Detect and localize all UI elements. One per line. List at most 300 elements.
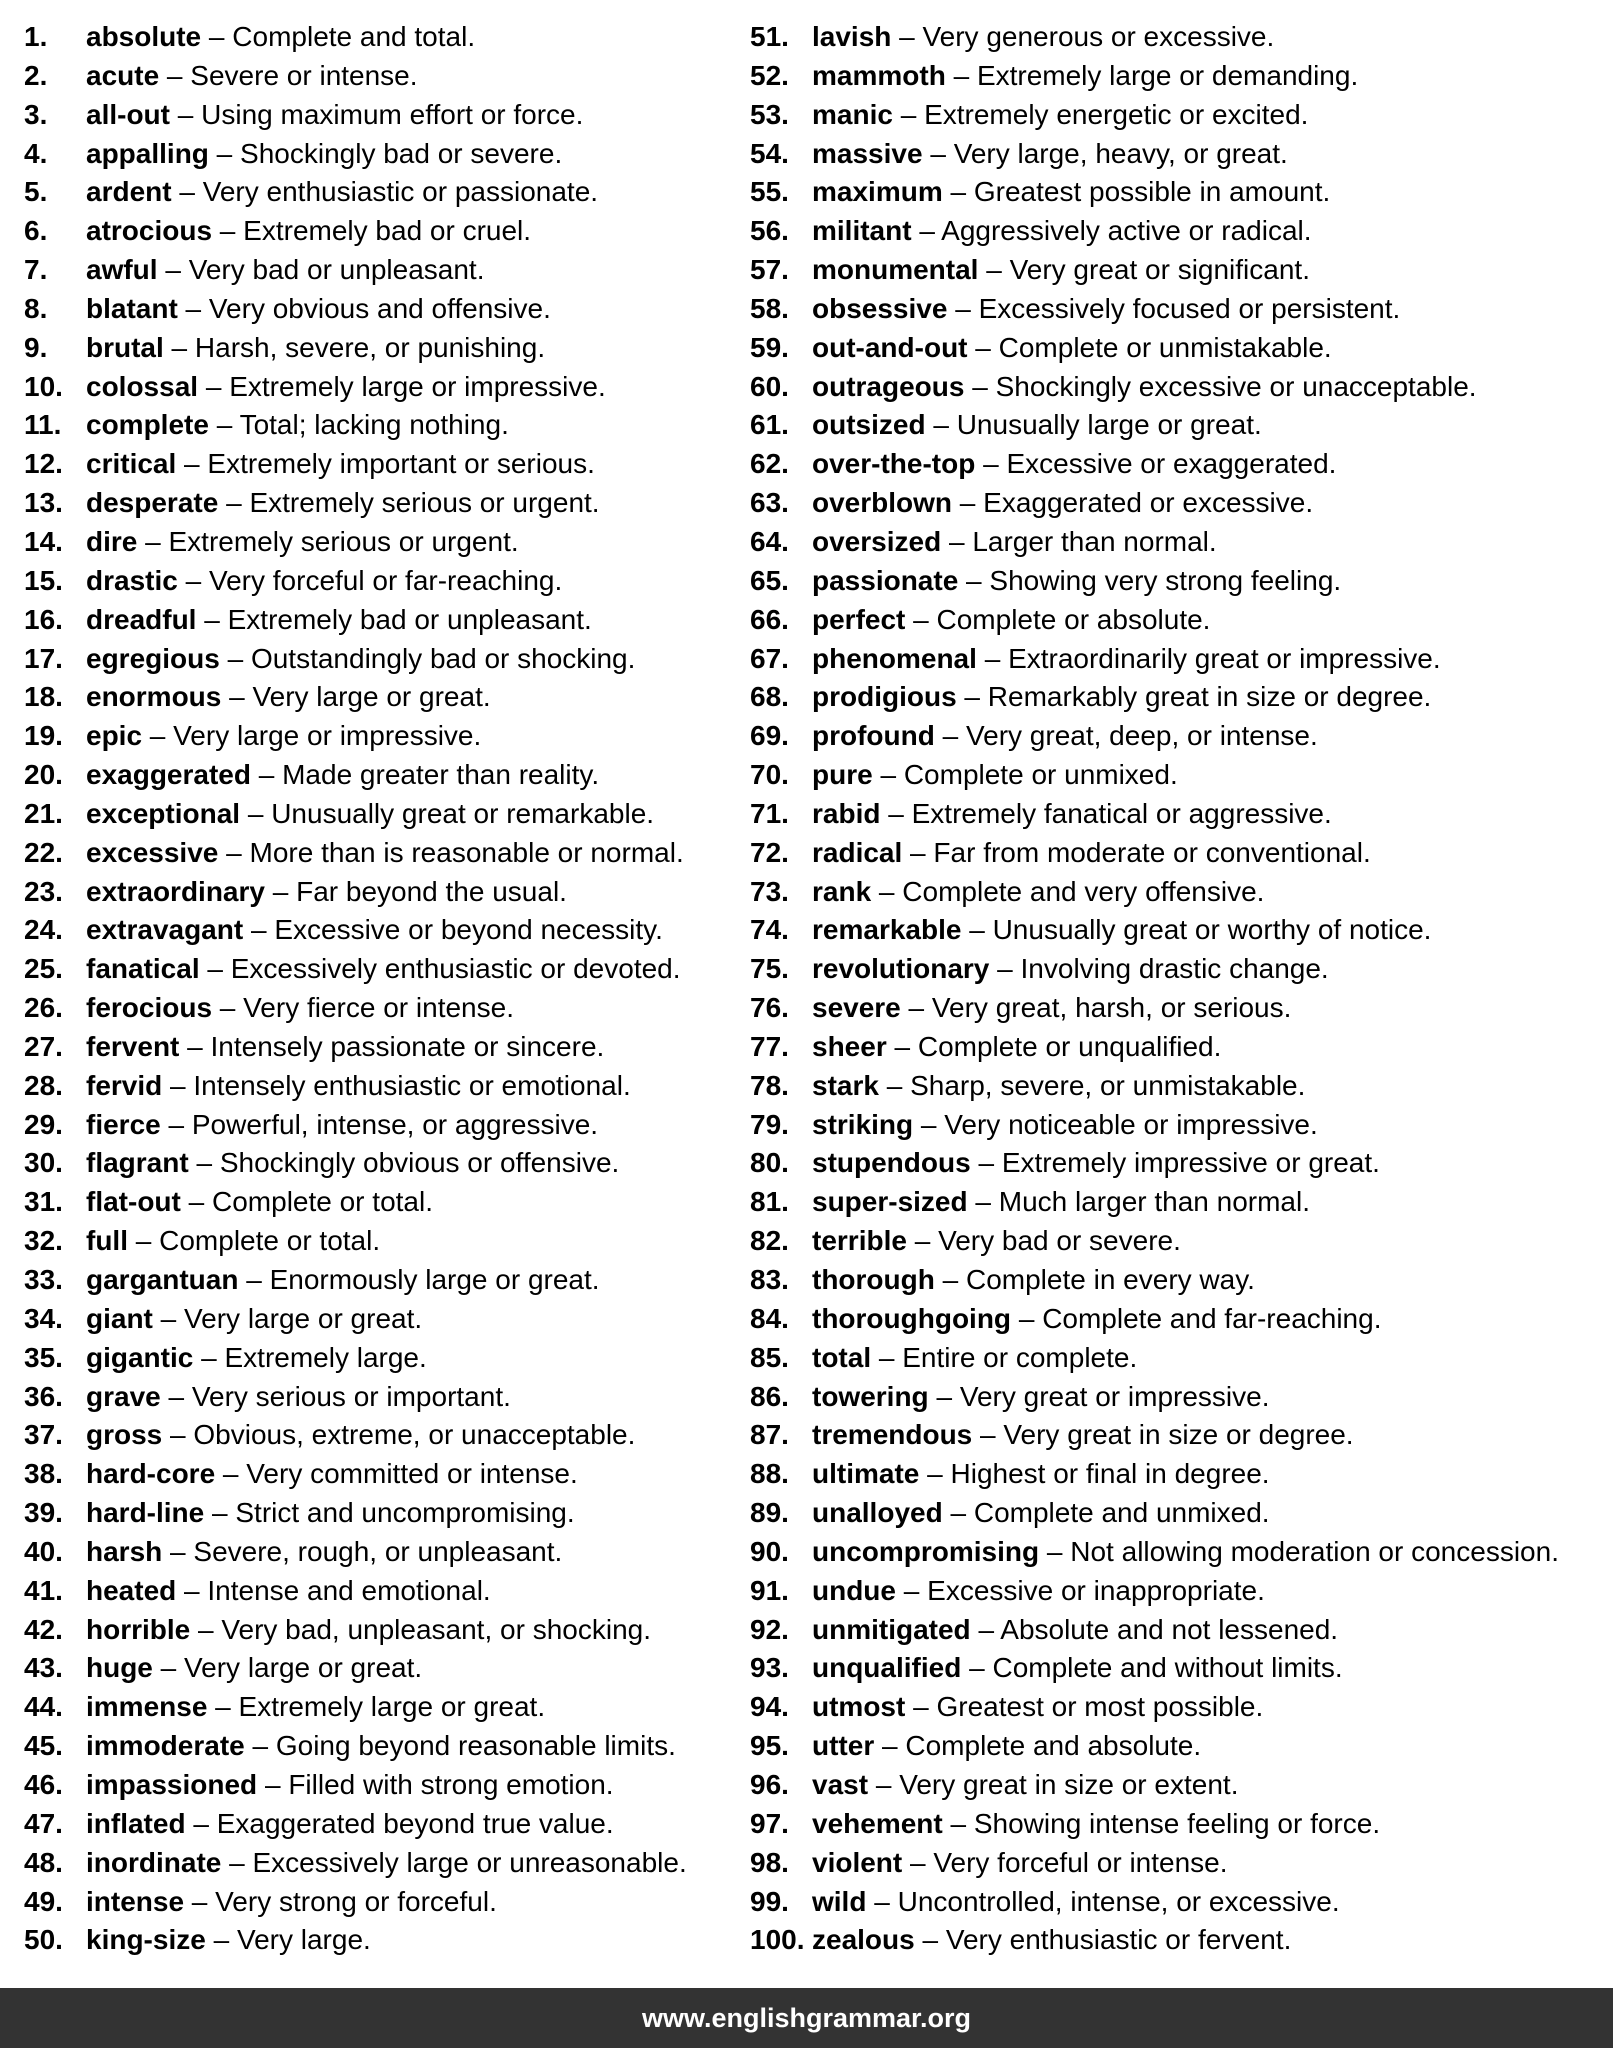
item-word: thoroughgoing xyxy=(812,1302,1012,1334)
list-item xyxy=(24,989,724,1028)
list-item xyxy=(24,1144,724,1183)
item-number: 72. xyxy=(750,836,789,868)
item-number: 35. xyxy=(24,1341,63,1373)
list-item xyxy=(750,1611,1600,1650)
item-word: rank xyxy=(812,875,872,907)
item-word: profound xyxy=(812,720,935,752)
item-definition: Very committed or intense. xyxy=(246,1458,578,1490)
list-item xyxy=(750,1339,1600,1378)
item-word: outrageous xyxy=(812,370,965,402)
item-definition: Complete or absolute. xyxy=(936,603,1211,635)
item-definition: Very large or great. xyxy=(252,681,491,713)
item-word: blatant xyxy=(86,292,178,324)
item-word: stupendous xyxy=(812,1147,971,1179)
list-item xyxy=(24,1572,724,1611)
item-word: pure xyxy=(812,759,873,791)
item-number: 1. xyxy=(24,21,48,52)
item-definition: Greatest possible in amount. xyxy=(973,176,1331,208)
list-item xyxy=(750,251,1600,290)
list-item xyxy=(24,1688,724,1727)
item-definition: Very bad, unpleasant, or shocking. xyxy=(221,1613,651,1645)
item-word: fierce xyxy=(86,1108,161,1140)
item-number: 24. xyxy=(24,914,63,946)
item-number: 47. xyxy=(24,1807,63,1839)
item-word: obsessive xyxy=(812,292,948,324)
list-item xyxy=(750,135,1600,174)
item-definition: Very bad or unpleasant. xyxy=(188,254,485,286)
item-number: 58. xyxy=(750,292,789,324)
item-word: acute xyxy=(86,59,160,91)
item-number: 41. xyxy=(24,1574,63,1606)
list-item xyxy=(750,57,1600,96)
item-number: 59. xyxy=(750,331,789,363)
list-item xyxy=(750,484,1600,523)
item-word: prodigious xyxy=(812,681,957,713)
item-number: 54. xyxy=(750,137,789,169)
item-separator: – xyxy=(162,1535,194,1567)
item-word: ultimate xyxy=(812,1458,920,1490)
item-separator: – xyxy=(905,603,937,635)
item-word: super-sized xyxy=(812,1186,968,1218)
item-separator: – xyxy=(193,1341,225,1373)
item-number: 86. xyxy=(750,1380,789,1412)
list-item xyxy=(750,911,1600,950)
list-item xyxy=(750,1844,1600,1883)
list-item xyxy=(24,1727,724,1766)
item-number: 84. xyxy=(750,1302,789,1334)
item-separator: – xyxy=(160,1380,192,1412)
list-item xyxy=(750,717,1600,756)
item-separator: – xyxy=(970,1147,1002,1179)
item-separator: – xyxy=(905,1691,937,1723)
item-definition: Extremely large or demanding. xyxy=(976,59,1359,91)
list-item xyxy=(24,1300,724,1339)
item-number: 11. xyxy=(24,409,62,441)
list-item xyxy=(24,1222,724,1261)
item-number: 37. xyxy=(24,1419,63,1451)
item-definition: Shockingly excessive or unacceptable. xyxy=(995,370,1477,402)
item-word: vehement xyxy=(812,1807,943,1839)
list-item xyxy=(24,1378,724,1417)
list-item xyxy=(24,1921,724,1960)
item-number: 19. xyxy=(24,720,63,752)
item-word: terrible xyxy=(812,1225,907,1257)
item-separator: – xyxy=(866,1885,898,1917)
list-item xyxy=(24,1067,724,1106)
list-item xyxy=(750,795,1600,834)
item-number: 42. xyxy=(24,1613,63,1645)
item-definition: Using maximum effort or force. xyxy=(201,98,584,130)
list-item xyxy=(750,678,1600,717)
item-word: harsh xyxy=(86,1535,163,1567)
item-word: thorough xyxy=(812,1264,935,1295)
list-item xyxy=(750,173,1600,212)
item-definition: Complete and very offensive. xyxy=(902,875,1265,907)
list-item xyxy=(750,329,1600,368)
item-word: excessive xyxy=(86,836,219,868)
item-number: 99. xyxy=(750,1885,789,1917)
list-item xyxy=(24,911,724,950)
item-number: 71. xyxy=(750,797,789,829)
list-item xyxy=(24,135,724,174)
item-number: 57. xyxy=(750,254,789,286)
item-separator: – xyxy=(922,137,954,169)
item-number: 29. xyxy=(24,1108,63,1140)
item-separator: – xyxy=(219,642,251,674)
list-item xyxy=(750,562,1600,601)
item-definition: Complete and unmixed. xyxy=(973,1497,1270,1529)
item-separator: – xyxy=(934,1264,966,1295)
item-separator: – xyxy=(177,292,209,324)
list-item xyxy=(750,1378,1600,1417)
item-word: manic xyxy=(812,98,893,130)
item-number: 32. xyxy=(24,1225,63,1257)
item-definition: Severe, rough, or unpleasant. xyxy=(193,1535,563,1567)
item-number: 89. xyxy=(750,1497,789,1529)
item-number: 49. xyxy=(24,1885,63,1917)
item-word: uncompromising xyxy=(812,1535,1040,1567)
item-number: 64. xyxy=(750,525,789,557)
item-number: 80. xyxy=(750,1147,789,1179)
item-number: 34. xyxy=(24,1302,63,1334)
item-word: militant xyxy=(812,215,912,247)
item-separator: – xyxy=(177,564,209,596)
item-definition: Far beyond the usual. xyxy=(296,875,567,907)
list-item xyxy=(24,173,724,212)
item-word: king-size xyxy=(86,1924,206,1956)
item-separator: – xyxy=(975,448,1007,480)
item-word: dreadful xyxy=(86,603,197,635)
list-item xyxy=(750,1416,1600,1455)
item-definition: Complete and without limits. xyxy=(992,1652,1343,1684)
item-definition: Greatest or most possible. xyxy=(936,1691,1264,1723)
list-item xyxy=(750,950,1600,989)
item-word: giant xyxy=(86,1302,153,1334)
item-separator: – xyxy=(961,914,993,946)
item-word: overblown xyxy=(812,487,953,519)
item-number: 85. xyxy=(750,1341,789,1373)
item-separator: – xyxy=(170,98,202,130)
item-definition: Excessively large or unreasonable. xyxy=(252,1846,687,1878)
item-definition: Unusually large or great. xyxy=(956,409,1262,441)
item-separator: – xyxy=(207,1691,239,1723)
item-separator: – xyxy=(201,21,233,52)
item-number: 33. xyxy=(24,1264,63,1295)
item-number: 50. xyxy=(24,1924,63,1956)
item-word: utmost xyxy=(812,1691,906,1723)
item-number: 70. xyxy=(750,759,789,791)
item-number: 10. xyxy=(24,370,63,402)
list-item xyxy=(24,1455,724,1494)
item-word: hard-line xyxy=(86,1497,205,1529)
item-number: 68. xyxy=(750,681,789,713)
item-number: 62. xyxy=(750,448,789,480)
item-number: 4. xyxy=(24,137,48,169)
item-separator: – xyxy=(157,254,189,286)
item-definition: Very bad or severe. xyxy=(938,1225,1181,1257)
item-word: full xyxy=(86,1225,128,1257)
list-item xyxy=(24,484,724,523)
item-word: immense xyxy=(86,1691,208,1723)
item-number: 36. xyxy=(24,1380,63,1412)
list-item xyxy=(750,1572,1600,1611)
item-word: gargantuan xyxy=(86,1264,239,1295)
item-separator: – xyxy=(218,487,250,519)
list-item xyxy=(24,834,724,873)
list-item xyxy=(750,1533,1600,1572)
item-definition: Obvious, extreme, or unacceptable. xyxy=(193,1419,636,1451)
list-item xyxy=(24,1106,724,1145)
item-definition: Extremely impressive or great. xyxy=(1001,1147,1380,1179)
item-word: flagrant xyxy=(86,1147,189,1179)
item-definition: Intense and emotional. xyxy=(207,1574,491,1606)
item-definition: More than is reasonable or normal. xyxy=(249,836,684,868)
item-definition: Excessive or exaggerated. xyxy=(1006,448,1337,480)
item-separator: – xyxy=(925,409,957,441)
item-definition: Very great or significant. xyxy=(1009,254,1310,286)
item-separator: – xyxy=(978,254,1010,286)
item-number: 51. xyxy=(750,21,789,52)
item-word: wild xyxy=(812,1885,867,1917)
item-number: 78. xyxy=(750,1069,789,1101)
item-number: 63. xyxy=(750,487,789,519)
item-separator: – xyxy=(891,21,923,52)
item-separator: – xyxy=(868,1768,900,1800)
item-definition: Complete or unmistakable. xyxy=(998,331,1332,363)
item-number: 28. xyxy=(24,1069,63,1101)
item-separator: – xyxy=(212,992,244,1024)
item-word: epic xyxy=(86,720,143,752)
item-number: 96. xyxy=(750,1768,789,1800)
item-definition: Showing very strong feeling. xyxy=(989,564,1342,596)
item-separator: – xyxy=(162,1069,194,1101)
list-item xyxy=(24,756,724,795)
item-separator: – xyxy=(956,681,988,713)
item-separator: – xyxy=(871,1341,903,1373)
list-item xyxy=(24,1766,724,1805)
item-separator: – xyxy=(967,1186,999,1218)
item-number: 53. xyxy=(750,98,789,130)
list-item xyxy=(24,562,724,601)
item-definition: Very forceful or far-reaching. xyxy=(208,564,563,596)
list-item xyxy=(750,834,1600,873)
list-item xyxy=(750,445,1600,484)
list-item xyxy=(24,1805,724,1844)
item-number: 23. xyxy=(24,875,63,907)
item-word: oversized xyxy=(812,525,942,557)
item-definition: Outstandingly bad or shocking. xyxy=(250,642,636,674)
item-separator: – xyxy=(896,1574,928,1606)
list-item xyxy=(750,1766,1600,1805)
item-separator: – xyxy=(199,953,231,985)
list-item xyxy=(24,717,724,756)
item-word: colossal xyxy=(86,370,199,402)
item-separator: – xyxy=(914,1924,946,1956)
item-number: 67. xyxy=(750,642,789,674)
item-word: complete xyxy=(86,409,209,441)
item-separator: – xyxy=(176,1574,208,1606)
item-number: 44. xyxy=(24,1691,63,1723)
item-number: 46. xyxy=(24,1768,63,1800)
item-number: 81. xyxy=(750,1186,789,1218)
item-separator: – xyxy=(152,1652,185,1684)
item-separator: – xyxy=(886,1030,918,1062)
item-definition: Very great, harsh, or serious. xyxy=(931,992,1292,1024)
list-item xyxy=(750,1649,1600,1688)
item-separator: – xyxy=(934,720,966,752)
item-definition: Very strong or forceful. xyxy=(215,1885,497,1917)
item-definition: Unusually great or remarkable. xyxy=(271,797,655,829)
list-item xyxy=(24,57,724,96)
item-definition: Much larger than normal. xyxy=(998,1186,1311,1218)
list-item xyxy=(24,1533,724,1572)
item-number: 69. xyxy=(750,720,789,752)
item-definition: Made greater than reality. xyxy=(282,759,600,791)
item-word: inordinate xyxy=(86,1846,222,1878)
item-word: maximum xyxy=(812,176,943,208)
item-definition: Complete and far-reaching. xyxy=(1042,1302,1382,1334)
item-separator: – xyxy=(900,992,932,1024)
list-item xyxy=(750,1300,1600,1339)
item-number: 92. xyxy=(750,1613,789,1645)
list-item xyxy=(750,1727,1600,1766)
list-item xyxy=(24,251,724,290)
item-word: desperate xyxy=(86,487,219,519)
item-definition: Extremely fanatical or aggressive. xyxy=(911,797,1332,829)
item-number: 15. xyxy=(24,564,63,596)
list-item xyxy=(750,1067,1600,1106)
item-separator: – xyxy=(204,1497,236,1529)
item-number: 79. xyxy=(750,1108,789,1140)
item-separator: – xyxy=(190,1613,222,1645)
item-word: vast xyxy=(812,1768,869,1800)
item-word: monumental xyxy=(812,254,979,286)
item-separator: – xyxy=(874,1730,906,1762)
list-item xyxy=(24,1844,724,1883)
item-separator: – xyxy=(238,1264,270,1295)
item-number: 7. xyxy=(24,254,48,286)
list-item xyxy=(750,1261,1600,1300)
item-separator: – xyxy=(188,1147,220,1179)
item-separator: – xyxy=(964,370,996,402)
item-definition: Not allowing moderation or concession. xyxy=(1070,1535,1559,1567)
item-word: striking xyxy=(812,1108,914,1140)
list-item xyxy=(750,523,1600,562)
list-item xyxy=(750,756,1600,795)
list-item xyxy=(24,406,724,445)
item-number: 13. xyxy=(24,487,63,519)
item-separator: – xyxy=(871,875,903,907)
item-definition: Very serious or important. xyxy=(191,1380,511,1412)
item-number: 93. xyxy=(750,1652,789,1684)
list-item xyxy=(24,640,724,679)
item-number: 73. xyxy=(750,875,789,907)
list-item xyxy=(24,795,724,834)
list-item xyxy=(750,1028,1600,1067)
item-word: egregious xyxy=(86,642,220,674)
item-separator: – xyxy=(243,914,275,946)
item-word: undue xyxy=(812,1574,896,1606)
item-definition: Very large or impressive. xyxy=(173,720,482,752)
item-word: gross xyxy=(86,1419,163,1451)
item-word: unalloyed xyxy=(812,1497,943,1529)
item-word: flat-out xyxy=(86,1186,181,1218)
item-word: ferocious xyxy=(86,992,213,1024)
item-number: 100. xyxy=(750,1924,805,1956)
list-item xyxy=(750,873,1600,912)
item-word: gigantic xyxy=(86,1341,194,1373)
item-word: exceptional xyxy=(86,797,241,829)
list-item xyxy=(750,1106,1600,1145)
item-word: enormous xyxy=(86,681,222,713)
item-word: impassioned xyxy=(86,1768,258,1800)
item-separator: – xyxy=(257,1768,289,1800)
item-word: ardent xyxy=(86,176,172,208)
item-separator: – xyxy=(1011,1302,1043,1334)
item-separator: – xyxy=(205,1924,237,1956)
item-number: 17. xyxy=(24,642,63,674)
item-definition: Intensely passionate or sincere. xyxy=(210,1030,605,1062)
item-number: 39. xyxy=(24,1497,63,1529)
item-number: 31. xyxy=(24,1186,63,1218)
item-number: 40. xyxy=(24,1535,63,1567)
item-separator: – xyxy=(221,681,253,713)
item-word: sheer xyxy=(812,1030,887,1062)
item-number: 26. xyxy=(24,992,63,1024)
item-separator: – xyxy=(184,1885,216,1917)
item-definition: Remarkably great in size or degree. xyxy=(987,681,1432,713)
item-separator: – xyxy=(264,875,297,907)
list-item xyxy=(750,1883,1600,1922)
item-separator: – xyxy=(250,759,283,791)
item-number: 21. xyxy=(24,797,63,829)
item-word: towering xyxy=(812,1380,929,1412)
item-word: mammoth xyxy=(812,59,946,91)
item-word: total xyxy=(812,1341,872,1373)
item-separator: – xyxy=(942,1497,974,1529)
item-definition: Complete or unmixed. xyxy=(903,759,1178,791)
item-definition: Shockingly obvious or offensive. xyxy=(219,1147,620,1179)
item-number: 45. xyxy=(24,1730,63,1762)
item-word: stark xyxy=(812,1069,879,1101)
item-separator: – xyxy=(972,1419,1004,1451)
item-word: revolutionary xyxy=(812,953,990,985)
item-number: 98. xyxy=(750,1846,789,1878)
item-separator: – xyxy=(162,1419,194,1451)
item-separator: – xyxy=(976,642,1009,674)
item-word: fervid xyxy=(86,1069,163,1101)
item-separator: – xyxy=(1039,1535,1071,1567)
list-item xyxy=(750,640,1600,679)
item-separator: – xyxy=(185,1807,217,1839)
list-item xyxy=(24,96,724,135)
item-word: out-and-out xyxy=(812,331,968,363)
item-definition: Extremely bad or cruel. xyxy=(243,215,532,247)
item-word: fervent xyxy=(86,1030,180,1062)
item-word: rabid xyxy=(812,797,881,829)
item-definition: Very generous or excessive. xyxy=(922,21,1275,52)
item-definition: Very obvious and offensive. xyxy=(208,292,551,324)
word-list xyxy=(0,18,1613,1970)
item-separator: – xyxy=(872,759,904,791)
item-word: all-out xyxy=(86,98,170,130)
item-definition: Complete or total. xyxy=(212,1186,433,1218)
list-item xyxy=(750,212,1600,251)
item-word: dire xyxy=(86,525,138,557)
item-word: brutal xyxy=(86,331,164,363)
item-number: 6. xyxy=(24,215,48,247)
list-item xyxy=(24,290,724,329)
